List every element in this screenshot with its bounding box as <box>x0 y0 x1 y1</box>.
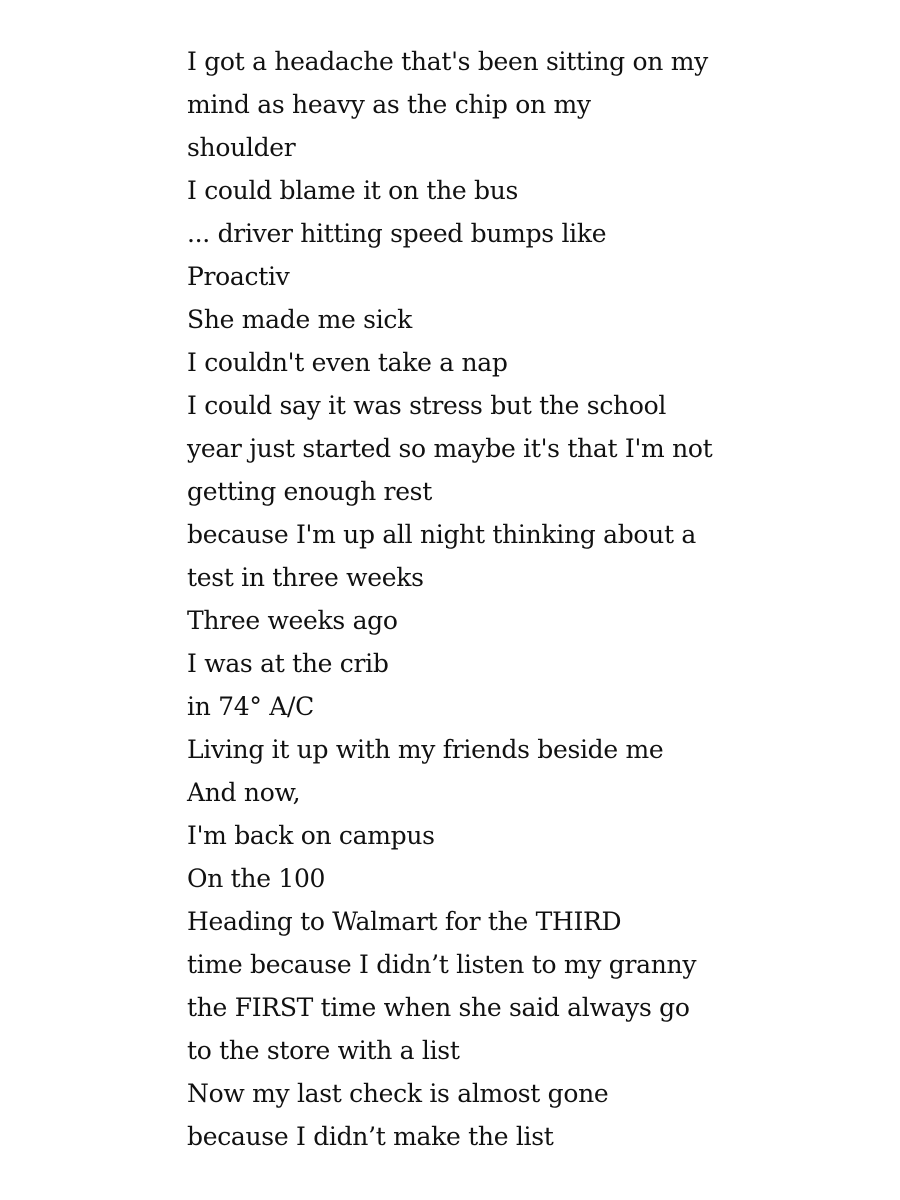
poem-line: shoulder <box>187 133 296 162</box>
poem-line: I couldn't even take a nap <box>187 348 508 377</box>
poem-line: because I didn’t make the list <box>187 1122 554 1151</box>
poem-line: And now, <box>187 778 301 807</box>
poem-line: She made me sick <box>187 305 412 334</box>
poem-line: mind as heavy as the chip on my <box>187 90 591 119</box>
poem-line: I was at the crib <box>187 649 389 678</box>
poem-line: ... driver hitting speed bumps like <box>187 219 607 248</box>
poem-line: Now my last check is almost gone <box>187 1079 609 1108</box>
poem-line: time because I didn’t listen to my granny <box>187 950 697 979</box>
poem-line: Living it up with my friends beside me <box>187 735 664 764</box>
poem-line: year just started so maybe it's that I'm not <box>187 434 713 463</box>
poem-line: the FIRST time when she said always go <box>187 993 690 1022</box>
poem-line: Proactiv <box>187 262 290 291</box>
poem-line: Heading to Walmart for the THIRD <box>187 907 622 936</box>
poem-line: test in three weeks <box>187 563 424 592</box>
poem-text <box>187 40 747 1158</box>
poem-line: I could blame it on the bus <box>187 176 519 205</box>
poem-line: getting enough rest <box>187 477 432 506</box>
poem-line: in 74° A/C <box>187 692 314 721</box>
poem-line: to the store with a list <box>187 1036 460 1065</box>
poem-line: I got a headache that's been sitting on my <box>187 47 708 76</box>
poem-line: because I'm up all night thinking about a <box>187 520 696 549</box>
poem-line: I could say it was stress but the school <box>187 391 667 420</box>
poem-line: Three weeks ago <box>187 606 398 635</box>
poem-line: On the 100 <box>187 864 326 893</box>
poem-line: I'm back on campus <box>187 821 435 850</box>
